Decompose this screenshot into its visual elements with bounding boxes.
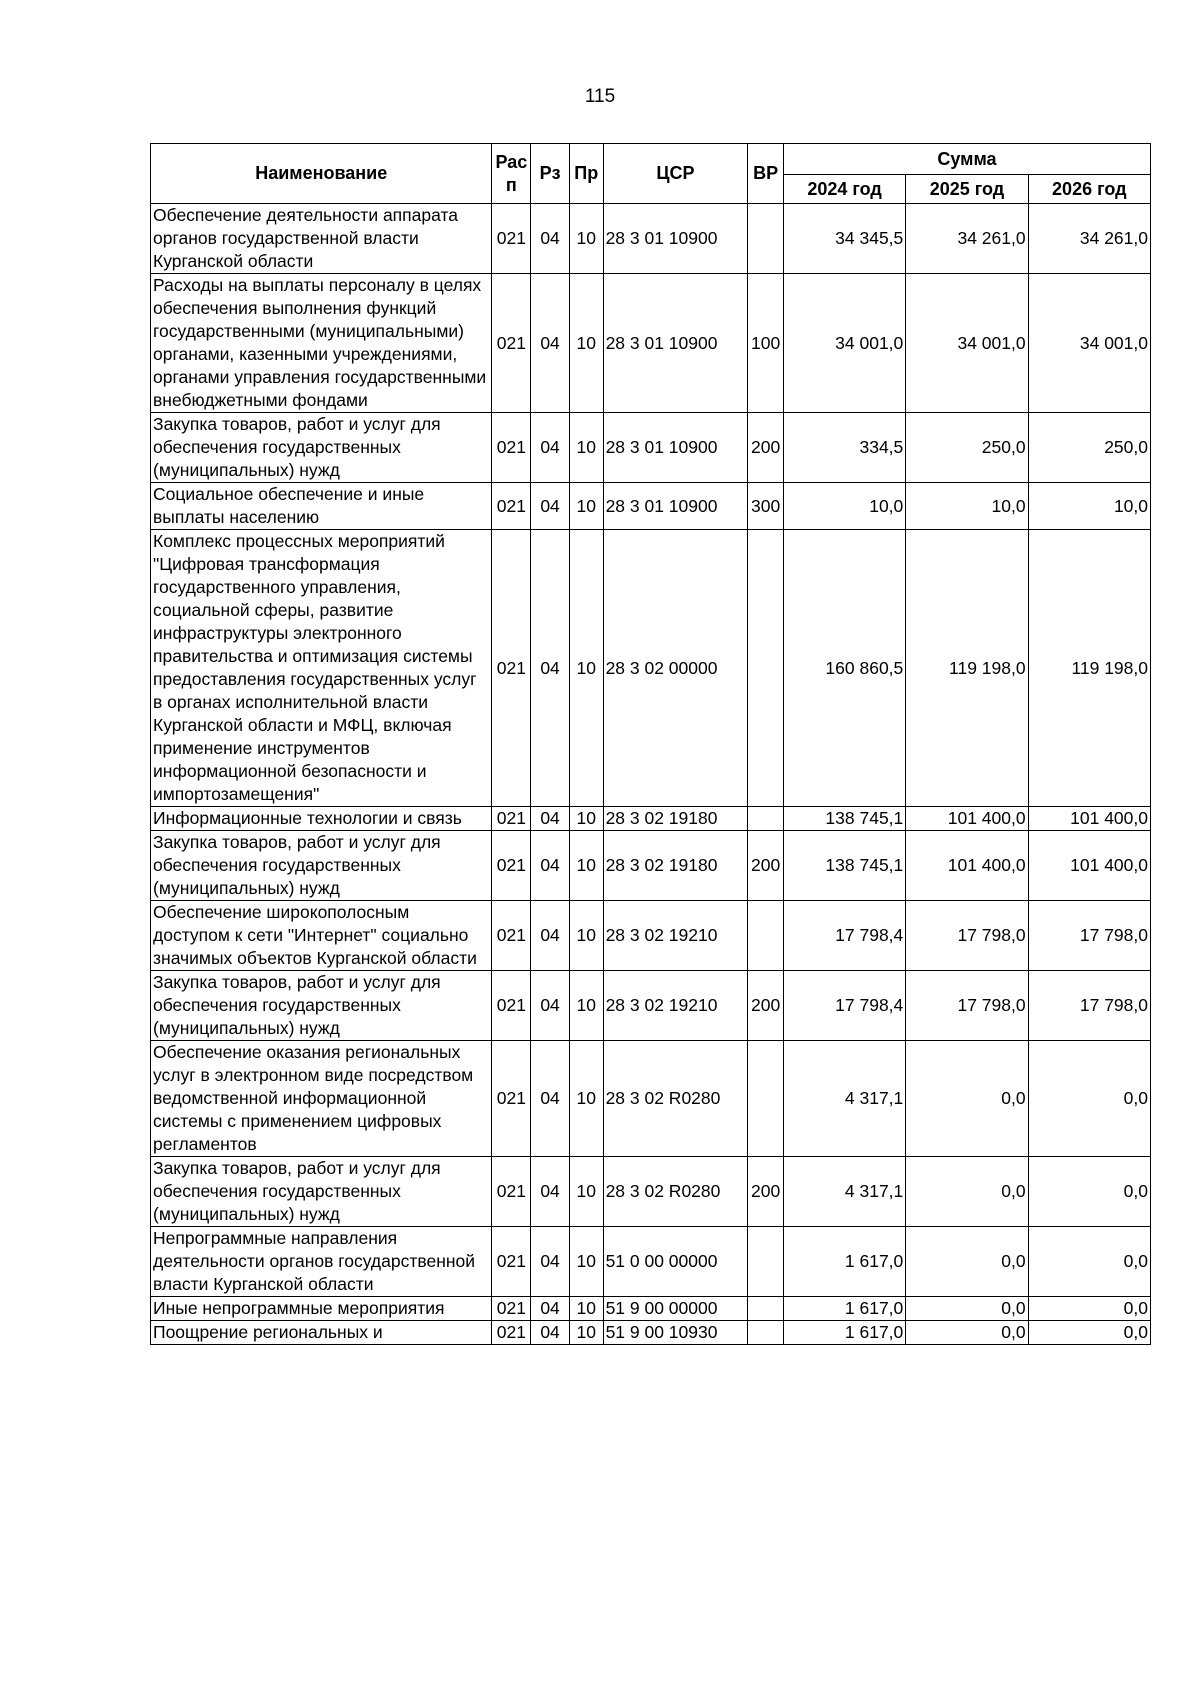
cell-sum-2025: 250,0 bbox=[906, 413, 1028, 483]
table-body bbox=[151, 204, 1151, 1345]
cell-rasp: 021 bbox=[492, 274, 531, 413]
cell-pr: 10 bbox=[569, 1321, 603, 1345]
table-row bbox=[151, 831, 1151, 901]
cell-rasp: 021 bbox=[492, 831, 531, 901]
cell-sum-2025: 0,0 bbox=[906, 1321, 1028, 1345]
cell-sum-2025: 101 400,0 bbox=[906, 807, 1028, 831]
cell-sum-2025: 101 400,0 bbox=[906, 831, 1028, 901]
cell-pr: 10 bbox=[569, 807, 603, 831]
cell-sum-2024: 34 345,5 bbox=[783, 204, 905, 274]
cell-csr: 51 9 00 10930 bbox=[603, 1321, 748, 1345]
cell-vr bbox=[748, 1227, 784, 1297]
cell-name: Обеспечение деятельности аппарата органов государственной власти Курганской области bbox=[151, 204, 492, 274]
cell-rasp: 021 bbox=[492, 971, 531, 1041]
cell-rasp: 021 bbox=[492, 413, 531, 483]
cell-sum-2026: 0,0 bbox=[1028, 1157, 1150, 1227]
cell-csr: 28 3 02 R0280 bbox=[603, 1041, 748, 1157]
cell-pr: 10 bbox=[569, 413, 603, 483]
cell-pr: 10 bbox=[569, 831, 603, 901]
cell-sum-2024: 17 798,4 bbox=[783, 971, 905, 1041]
cell-sum-2025: 17 798,0 bbox=[906, 901, 1028, 971]
cell-name: Расходы на выплаты персоналу в целях обеспечения выполнения функций государственными (муниципальными) органами, казенными учреждениями, органами управления государственными внебюджетными фондами bbox=[151, 274, 492, 413]
cell-vr: 200 bbox=[748, 971, 784, 1041]
cell-name: Комплекс процессных мероприятий "Цифровая трансформация государственного управления, социальной сферы, развитие инфраструктуры электронного правительства и оптимизация системы предоставления государственных услуг в органах исполнительной власти Курганской области и МФЦ, включая применение инструментов информационной безопасности и импортозамещения" bbox=[151, 530, 492, 807]
table-row bbox=[151, 204, 1151, 274]
cell-pr: 10 bbox=[569, 1297, 603, 1321]
cell-vr bbox=[748, 1041, 784, 1157]
cell-sum-2025: 0,0 bbox=[906, 1157, 1028, 1227]
cell-vr: 100 bbox=[748, 274, 784, 413]
cell-sum-2026: 0,0 bbox=[1028, 1297, 1150, 1321]
cell-rasp: 021 bbox=[492, 204, 531, 274]
cell-rz: 04 bbox=[531, 1321, 570, 1345]
cell-csr: 28 3 02 19180 bbox=[603, 831, 748, 901]
cell-sum-2024: 10,0 bbox=[783, 483, 905, 530]
header-year-2026: 2026 год bbox=[1028, 175, 1150, 204]
cell-sum-2025: 10,0 bbox=[906, 483, 1028, 530]
table-row bbox=[151, 530, 1151, 807]
header-year-2025: 2025 год bbox=[906, 175, 1028, 204]
cell-pr: 10 bbox=[569, 530, 603, 807]
table-row bbox=[151, 1321, 1151, 1345]
cell-name: Обеспечение оказания региональных услуг в электронном виде посредством ведомственной информационной системы с применением цифровых регламентов bbox=[151, 1041, 492, 1157]
cell-sum-2026: 0,0 bbox=[1028, 1041, 1150, 1157]
cell-vr: 200 bbox=[748, 831, 784, 901]
table-row bbox=[151, 1227, 1151, 1297]
cell-rz: 04 bbox=[531, 1157, 570, 1227]
header-sum: Сумма bbox=[783, 144, 1150, 175]
cell-csr: 28 3 02 19180 bbox=[603, 807, 748, 831]
cell-vr bbox=[748, 1321, 784, 1345]
cell-name: Закупка товаров, работ и услуг для обеспечения государственных (муниципальных) нужд bbox=[151, 1157, 492, 1227]
cell-sum-2025: 34 001,0 bbox=[906, 274, 1028, 413]
table-row bbox=[151, 274, 1151, 413]
cell-sum-2026: 17 798,0 bbox=[1028, 901, 1150, 971]
cell-rz: 04 bbox=[531, 901, 570, 971]
cell-vr: 200 bbox=[748, 413, 784, 483]
cell-sum-2024: 1 617,0 bbox=[783, 1227, 905, 1297]
cell-rasp: 021 bbox=[492, 807, 531, 831]
cell-sum-2024: 1 617,0 bbox=[783, 1321, 905, 1345]
cell-rz: 04 bbox=[531, 971, 570, 1041]
cell-sum-2026: 10,0 bbox=[1028, 483, 1150, 530]
cell-name: Непрограммные направления деятельности органов государственной власти Курганской области bbox=[151, 1227, 492, 1297]
cell-rz: 04 bbox=[531, 831, 570, 901]
cell-sum-2026: 250,0 bbox=[1028, 413, 1150, 483]
table-row bbox=[151, 807, 1151, 831]
cell-csr: 28 3 01 10900 bbox=[603, 413, 748, 483]
cell-sum-2024: 138 745,1 bbox=[783, 831, 905, 901]
table-row bbox=[151, 901, 1151, 971]
cell-vr bbox=[748, 807, 784, 831]
cell-pr: 10 bbox=[569, 274, 603, 413]
cell-csr: 28 3 01 10900 bbox=[603, 274, 748, 413]
cell-csr: 51 9 00 00000 bbox=[603, 1297, 748, 1321]
cell-sum-2024: 4 317,1 bbox=[783, 1041, 905, 1157]
cell-csr: 28 3 01 10900 bbox=[603, 204, 748, 274]
cell-sum-2026: 0,0 bbox=[1028, 1321, 1150, 1345]
cell-rasp: 021 bbox=[492, 1227, 531, 1297]
header-rz: Рз bbox=[531, 144, 570, 204]
cell-sum-2026: 34 261,0 bbox=[1028, 204, 1150, 274]
cell-rz: 04 bbox=[531, 1297, 570, 1321]
cell-pr: 10 bbox=[569, 1157, 603, 1227]
cell-pr: 10 bbox=[569, 204, 603, 274]
cell-vr: 200 bbox=[748, 1157, 784, 1227]
header-vr: ВР bbox=[748, 144, 784, 204]
header-name: Наименование bbox=[151, 144, 492, 204]
cell-vr bbox=[748, 204, 784, 274]
cell-sum-2024: 334,5 bbox=[783, 413, 905, 483]
cell-rasp: 021 bbox=[492, 1321, 531, 1345]
cell-sum-2024: 138 745,1 bbox=[783, 807, 905, 831]
cell-sum-2026: 34 001,0 bbox=[1028, 274, 1150, 413]
cell-rz: 04 bbox=[531, 413, 570, 483]
cell-pr: 10 bbox=[569, 483, 603, 530]
table-row bbox=[151, 483, 1151, 530]
cell-pr: 10 bbox=[569, 901, 603, 971]
cell-rz: 04 bbox=[531, 204, 570, 274]
table-row bbox=[151, 1157, 1151, 1227]
cell-csr: 28 3 02 19210 bbox=[603, 971, 748, 1041]
cell-sum-2026: 101 400,0 bbox=[1028, 831, 1150, 901]
table-row bbox=[151, 413, 1151, 483]
cell-csr: 28 3 02 R0280 bbox=[603, 1157, 748, 1227]
cell-sum-2025: 0,0 bbox=[906, 1297, 1028, 1321]
cell-sum-2025: 34 261,0 bbox=[906, 204, 1028, 274]
cell-sum-2024: 17 798,4 bbox=[783, 901, 905, 971]
cell-sum-2025: 0,0 bbox=[906, 1227, 1028, 1297]
cell-rz: 04 bbox=[531, 274, 570, 413]
cell-name: Обеспечение широкополосным доступом к сети "Интернет" социально значимых объектов Курганской области bbox=[151, 901, 492, 971]
cell-rasp: 021 bbox=[492, 530, 531, 807]
cell-name: Социальное обеспечение и иные выплаты населению bbox=[151, 483, 492, 530]
cell-pr: 10 bbox=[569, 1227, 603, 1297]
cell-rasp: 021 bbox=[492, 483, 531, 530]
header-row-top bbox=[151, 144, 1151, 175]
cell-sum-2026: 17 798,0 bbox=[1028, 971, 1150, 1041]
cell-rz: 04 bbox=[531, 530, 570, 807]
cell-rasp: 021 bbox=[492, 1157, 531, 1227]
cell-sum-2025: 17 798,0 bbox=[906, 971, 1028, 1041]
cell-csr: 51 0 00 00000 bbox=[603, 1227, 748, 1297]
header-pr: Пр bbox=[569, 144, 603, 204]
table-row bbox=[151, 971, 1151, 1041]
cell-csr: 28 3 01 10900 bbox=[603, 483, 748, 530]
cell-name: Поощрение региональных и bbox=[151, 1321, 492, 1345]
cell-sum-2026: 0,0 bbox=[1028, 1227, 1150, 1297]
header-csr: ЦСР bbox=[603, 144, 748, 204]
cell-sum-2024: 160 860,5 bbox=[783, 530, 905, 807]
table-row bbox=[151, 1041, 1151, 1157]
cell-name: Иные непрограммные мероприятия bbox=[151, 1297, 492, 1321]
cell-rz: 04 bbox=[531, 483, 570, 530]
cell-name: Закупка товаров, работ и услуг для обеспечения государственных (муниципальных) нужд bbox=[151, 831, 492, 901]
cell-vr: 300 bbox=[748, 483, 784, 530]
cell-sum-2025: 119 198,0 bbox=[906, 530, 1028, 807]
cell-sum-2025: 0,0 bbox=[906, 1041, 1028, 1157]
cell-sum-2024: 4 317,1 bbox=[783, 1157, 905, 1227]
cell-name: Информационные технологии и связь bbox=[151, 807, 492, 831]
cell-rasp: 021 bbox=[492, 1041, 531, 1157]
cell-pr: 10 bbox=[569, 1041, 603, 1157]
cell-sum-2026: 101 400,0 bbox=[1028, 807, 1150, 831]
cell-rz: 04 bbox=[531, 807, 570, 831]
cell-rz: 04 bbox=[531, 1041, 570, 1157]
cell-csr: 28 3 02 19210 bbox=[603, 901, 748, 971]
budget-table bbox=[150, 143, 1151, 1345]
cell-vr bbox=[748, 530, 784, 807]
header-year-2024: 2024 год bbox=[783, 175, 905, 204]
cell-sum-2024: 1 617,0 bbox=[783, 1297, 905, 1321]
cell-sum-2024: 34 001,0 bbox=[783, 274, 905, 413]
page-number: 115 bbox=[584, 86, 616, 107]
table-row bbox=[151, 1297, 1151, 1321]
cell-vr bbox=[748, 901, 784, 971]
cell-csr: 28 3 02 00000 bbox=[603, 530, 748, 807]
cell-name: Закупка товаров, работ и услуг для обеспечения государственных (муниципальных) нужд bbox=[151, 413, 492, 483]
cell-rz: 04 bbox=[531, 1227, 570, 1297]
cell-sum-2026: 119 198,0 bbox=[1028, 530, 1150, 807]
header-rasp: Рас п bbox=[492, 144, 531, 204]
cell-name: Закупка товаров, работ и услуг для обеспечения государственных (муниципальных) нужд bbox=[151, 971, 492, 1041]
cell-rasp: 021 bbox=[492, 901, 531, 971]
cell-vr bbox=[748, 1297, 784, 1321]
cell-rasp: 021 bbox=[492, 1297, 531, 1321]
cell-pr: 10 bbox=[569, 971, 603, 1041]
